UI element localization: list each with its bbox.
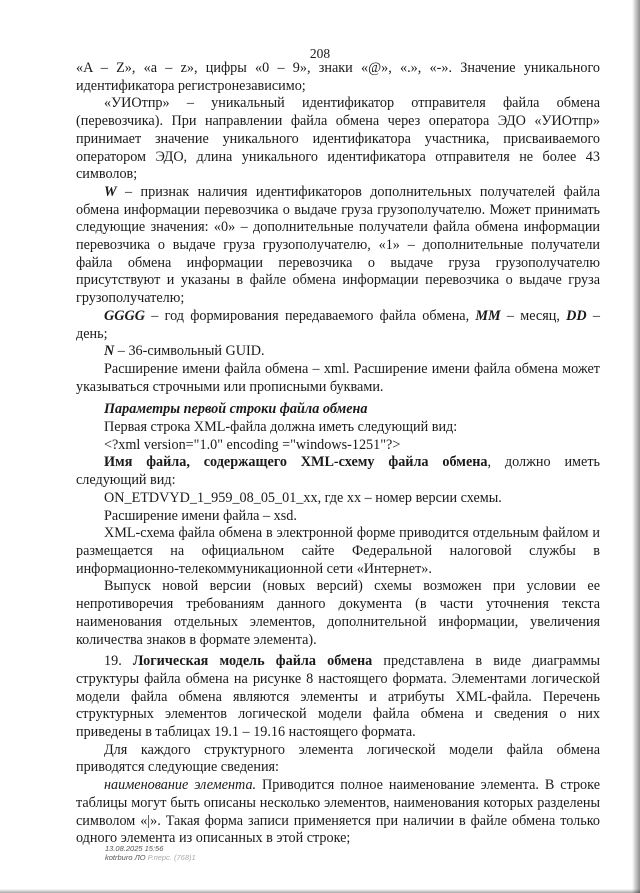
paragraph [76,490,600,508]
print-user: kotrburo ЛО [105,853,146,862]
paragraph [76,419,600,437]
text-run: Логическая модель файла обмена [132,653,373,670]
paragraph [76,508,600,526]
paragraph [76,401,600,419]
text-run: Выпуск новой версии (новых версий) схемы возможен при условии ее непротиворечия требованиям данного документа (в части уточнения текста наименования отдельных элементов, дополнительной информации, увеличения количества знаков в формате элемента). [76,578,600,648]
text-run: наименование элемента. [104,777,257,794]
text-run: , должно иметь следующий вид: [76,454,600,489]
text-run: N [104,343,115,360]
paragraph [76,437,600,455]
text-run: <?xml version="1.0" encoding ="windows-1251"?> [104,436,401,453]
text-run: Имя файла, содержащего XML-схему файла обмена [104,454,488,471]
scan-edge-shadow [632,0,640,893]
text-run: – день; [76,307,600,342]
text-run: GGGG [104,307,145,324]
print-timestamp: 13.08.2025 15:56 [105,844,164,853]
text-run: – месяц, [500,307,567,324]
paragraph [76,95,600,184]
text-run: Параметры первой строки файла обмена [104,401,368,418]
text-run: Приводится полное наименование элемента. В строке таблицы могут быть описаны несколько элементов, наименования которых разделены символом «|». Такая форма записи применяется при наличии в файле обмена только одного элемента из описанных в этой строке; [76,777,600,847]
text-run: DD [566,307,587,324]
text-run: MM [475,307,501,324]
text-run: – год формирования передаваемого файла обмена, [144,307,476,324]
text-run: W [104,183,117,200]
text-run: Расширение имени файла обмена – xml. Расширение имени файла обмена может указываться строчными или прописными буквами. [76,360,600,395]
print-user-line [105,853,196,862]
paragraph [76,60,600,95]
paragraph [76,777,600,848]
paragraph [76,343,600,361]
text-run: Расширение имени файла – xsd. [104,507,297,524]
text-run: – признак наличия идентификаторов дополнительных получателей файла обмена информации перевозчика о выдаче груза грузополучателю. Может принимать следующие значения: «0» – дополнительные получатели файла обмена информации перевозчика о выдаче груза грузополучателю, «1» – дополнительные получатели файла обмена информации перевозчика о выдаче груза грузополучателю присутствуют и указаны в файле обмена информации перевозчика о выдаче груза грузополучателю; [76,183,600,307]
paragraph [76,578,600,649]
scan-edge-bottom [0,889,640,893]
paragraph [76,653,600,742]
paragraph [76,454,600,489]
text-run: «A – Z», «a – z», цифры «0 – 9», знаки «@», «.», «-». Значение уникального идентификатора регистронезависимо; [76,60,600,94]
document-body [76,60,600,848]
paragraph [76,525,600,578]
paragraph [76,742,600,777]
text-run: Для каждого структурного элемента логической модели файла обмена приводятся следующие сведения: [76,741,600,776]
paragraph [76,361,600,396]
print-user-faint: Р.перс. (768)1 [147,853,196,862]
text-run: Первая строка XML-файла должна иметь следующий вид: [104,419,458,436]
page-number: 208 [309,46,331,61]
text-run: «УИОтпр» – уникальный идентификатор отправителя файла обмена (перевозчика). При направлении файла обмена через оператора ЭДО «УИОтпр» принимает значение уникального идентификатора участника, присваиваемого оператором ЭДО, длина уникального идентификатора отправителя не более 43 символов; [76,95,600,183]
text-run: представлена в виде диаграммы структуры файла обмена на рисунке 8 настоящего формата. Элементами логической модели файла обмена являются элементы и атрибуты XML-файла. Перечень структурных элементов логической модели файла обмена и сведения о них приведены в таблицах 19.1 – 19.16 настоящего формата. [76,653,601,741]
text-run: ON_ETDVYD_1_959_08_05_01_xx, где xx – номер версии схемы. [104,489,502,506]
text-run: XML-схема файла обмена в электронной форме приводится отдельным файлом и размещается на официальном сайте Федеральной налоговой службы в информационно-телекоммуникационной сети «Интернет». [76,525,600,577]
text-run: – 36-символьный GUID. [114,343,265,360]
paragraph [76,184,600,308]
print-footer [105,844,196,862]
text-run: 19. [104,653,133,670]
paragraph [76,308,600,343]
